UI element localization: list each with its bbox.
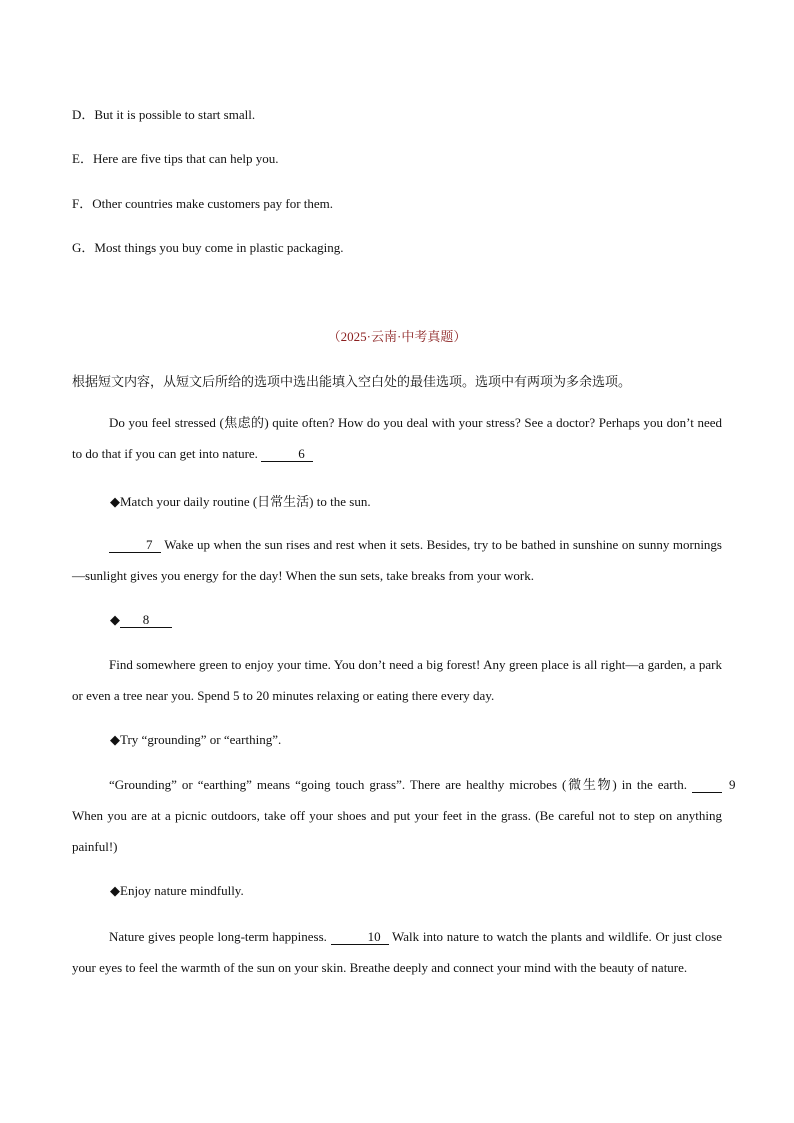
paragraph-text: Do you feel stressed (焦虑的) quite often? How do you deal with your stress? See a doctor? Perhaps you don’t need to do that if you can get into nature.	[72, 415, 722, 461]
tip-heading-3: ◆Try “grounding” or “earthing”.	[110, 732, 282, 747]
option-letter: G．	[72, 240, 95, 255]
paragraph-4	[72, 769, 736, 862]
paragraph-text: Wake up when the sun rises and rest when it sets. Besides, try to be bathed in sunshine on sunny mornings—sunlight gives you energy for the day! When the sun sets, take breaks from your work.	[72, 537, 722, 583]
option-g	[72, 237, 344, 256]
source-heading: （2025·云南·中考真题）	[327, 329, 467, 344]
option-letter: F．	[72, 196, 93, 211]
blank-6: 6	[261, 447, 313, 462]
option-text: Most things you buy come in plastic packaging.	[94, 240, 344, 255]
paragraph-text: When you are at a picnic outdoors, take off your shoes and put your feet in the grass. (Be careful not to step on anything painful!)	[72, 808, 722, 854]
paragraph-text: “Grounding” or “earthing” means “going touch grass”. There are healthy microbes (微生物) in the earth.	[109, 777, 692, 792]
bullet-icon: ◆	[110, 612, 120, 627]
option-text: But it is possible to start small.	[94, 107, 256, 122]
paragraph-3: Find somewhere green to enjoy your time. You don’t need a big forest! Any green place is all right—a garden, a park or even a tree near you. Spend 5 to 20 minutes relaxing or eating there every day.	[72, 657, 722, 703]
tip-heading-1: ◆Match your daily routine (日常生活) to the sun.	[110, 494, 371, 509]
option-letter: E．	[72, 151, 93, 166]
tip-heading-2	[110, 612, 172, 628]
paragraph-5	[72, 921, 722, 983]
blank-10: 10	[331, 930, 389, 945]
option-d	[72, 104, 255, 123]
tip-heading-4: ◆Enjoy nature mindfully.	[110, 883, 244, 898]
paragraph-1	[72, 407, 722, 469]
blank-8: 8	[120, 613, 172, 628]
option-e	[72, 148, 279, 167]
option-text: Other countries make customers pay for them.	[92, 196, 334, 211]
paragraph-text: Nature gives people long-term happiness.	[109, 929, 331, 944]
paragraph-2	[72, 529, 722, 591]
option-text: Here are five tips that can help you.	[92, 151, 279, 166]
instruction: 根据短文内容，从短文后所给的选项中选出能填入空白处的最佳选项。选项中有两项为多余选项。	[72, 374, 632, 389]
blank-9: 9	[692, 778, 722, 793]
paragraph-text: Walk into nature to watch the plants and wildlife. Or just close your eyes to feel the warmth of the sun on your skin. Breathe deeply and connect your mind with the beauty of nature.	[72, 929, 722, 975]
blank-7: 7	[109, 538, 161, 553]
option-letter: D．	[72, 107, 95, 122]
option-f	[72, 193, 333, 212]
